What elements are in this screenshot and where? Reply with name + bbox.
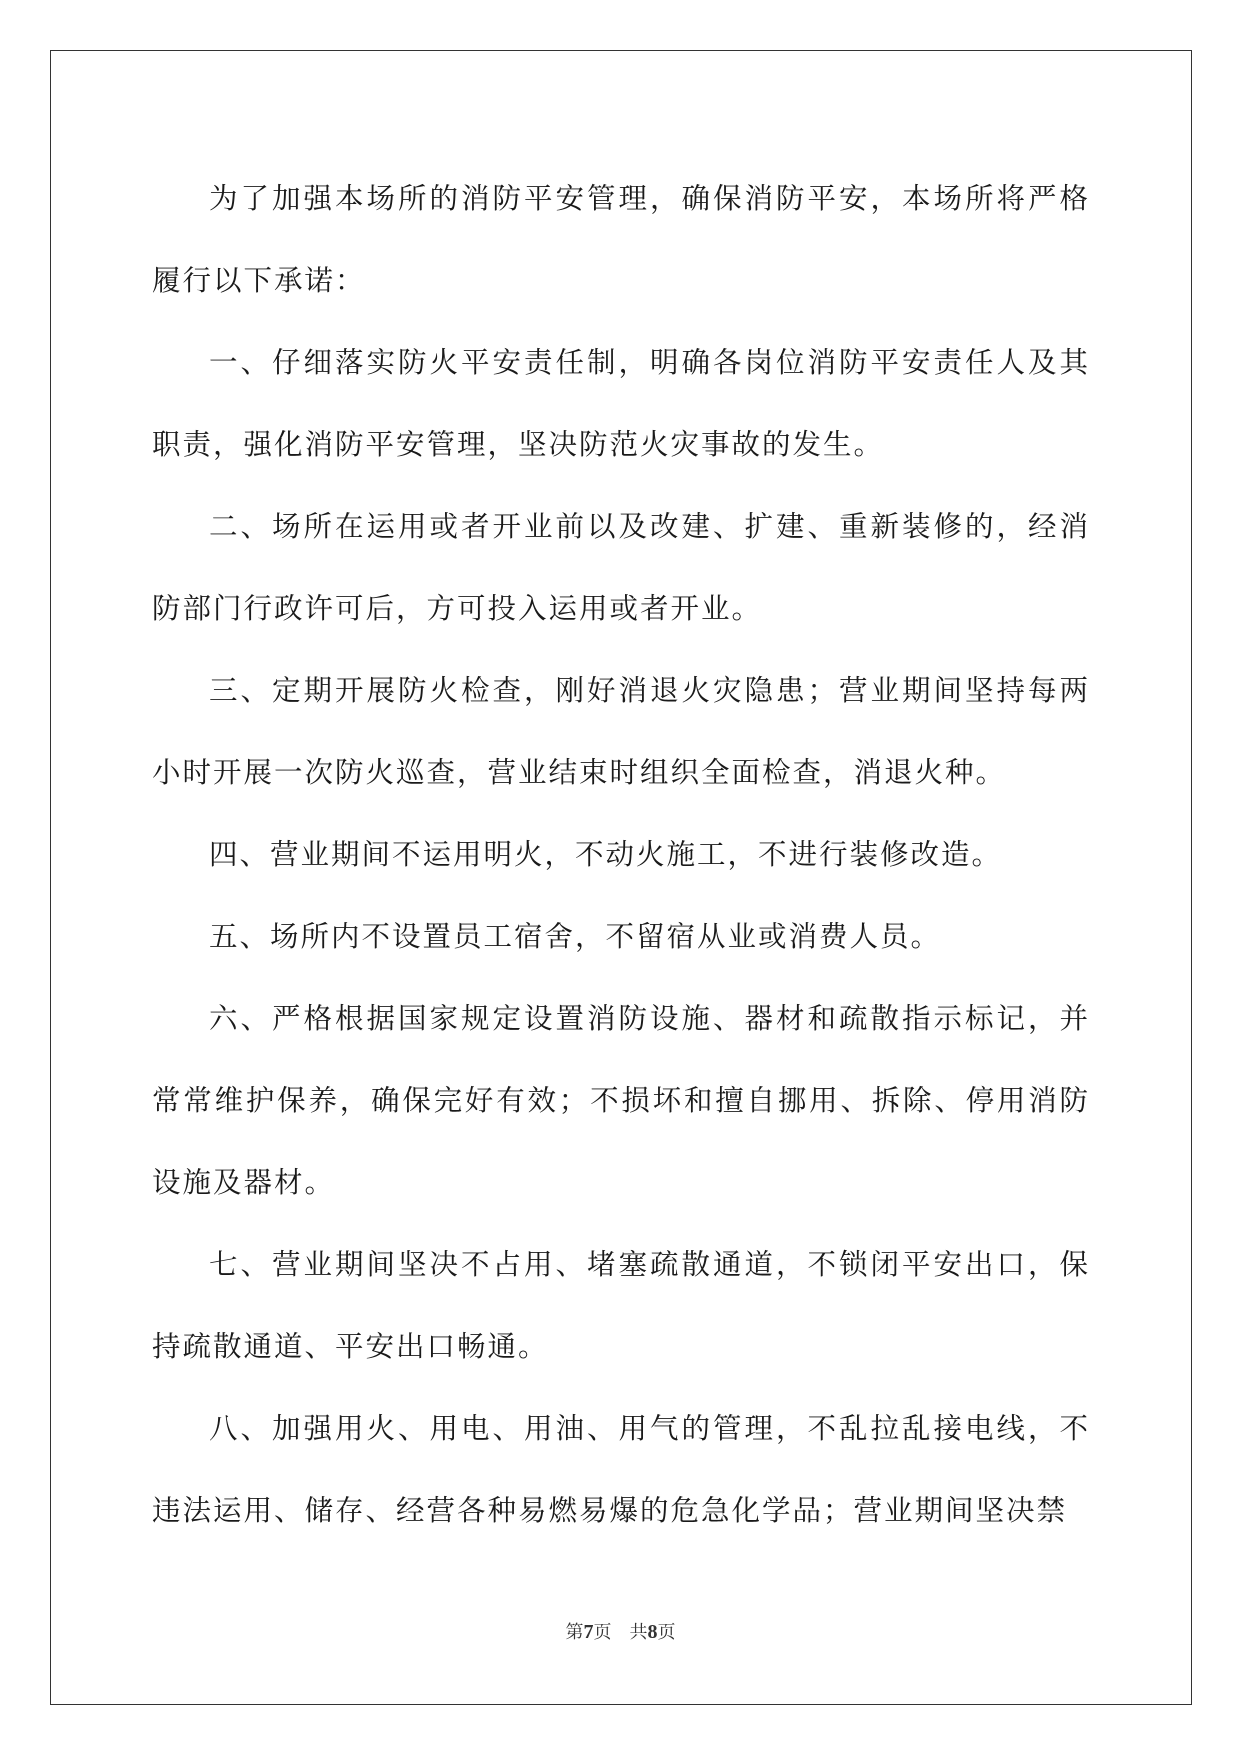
paragraph-5: 五、场所内不设置员工宿舍，不留宿从业或消费人员。 <box>209 920 942 953</box>
paragraph-intro: 为了加强本场所的消防平安管理，确保消防平安，本场所将严格履行以下承诺： <box>152 182 1090 297</box>
paragraph-7: 七、营业期间坚决不占用、堵塞疏散通道，不锁闭平安出口，保持疏散通道、平安出口畅通。 <box>152 1248 1090 1363</box>
page-total: 共8页 <box>629 1621 676 1643</box>
paragraph-1: 一、仔细落实防火平安责任制，明确各岗位消防平安责任人及其职责，强化消防平安管理，坚决防范火灾事故的发生。 <box>152 346 1090 461</box>
paragraph-4: 四、营业期间不运用明火，不动火施工，不进行装修改造。 <box>209 838 1003 871</box>
page-number: 第7页 <box>565 1621 612 1643</box>
document-body <box>152 158 1090 1552</box>
paragraph-8: 八、加强用火、用电、用油、用气的管理，不乱拉乱接电线，不违法运用、储存、经营各种易燃易爆的危急化学品；营业期间坚决禁 <box>152 1412 1090 1527</box>
paragraph-6: 六、严格根据国家规定设置消防设施、器材和疏散指示标记，并常常维护保养，确保完好有效；不损坏和擅自挪用、拆除、停用消防设施及器材。 <box>152 1002 1090 1199</box>
paragraph-2: 二、场所在运用或者开业前以及改建、扩建、重新装修的，经消防部门行政许可后，方可投入运用或者开业。 <box>152 510 1090 625</box>
page-footer <box>0 1618 1241 1644</box>
paragraph-3: 三、定期开展防火检查，刚好消退火灾隐患；营业期间坚持每两小时开展一次防火巡查，营业结束时组织全面检查，消退火种。 <box>152 674 1090 789</box>
